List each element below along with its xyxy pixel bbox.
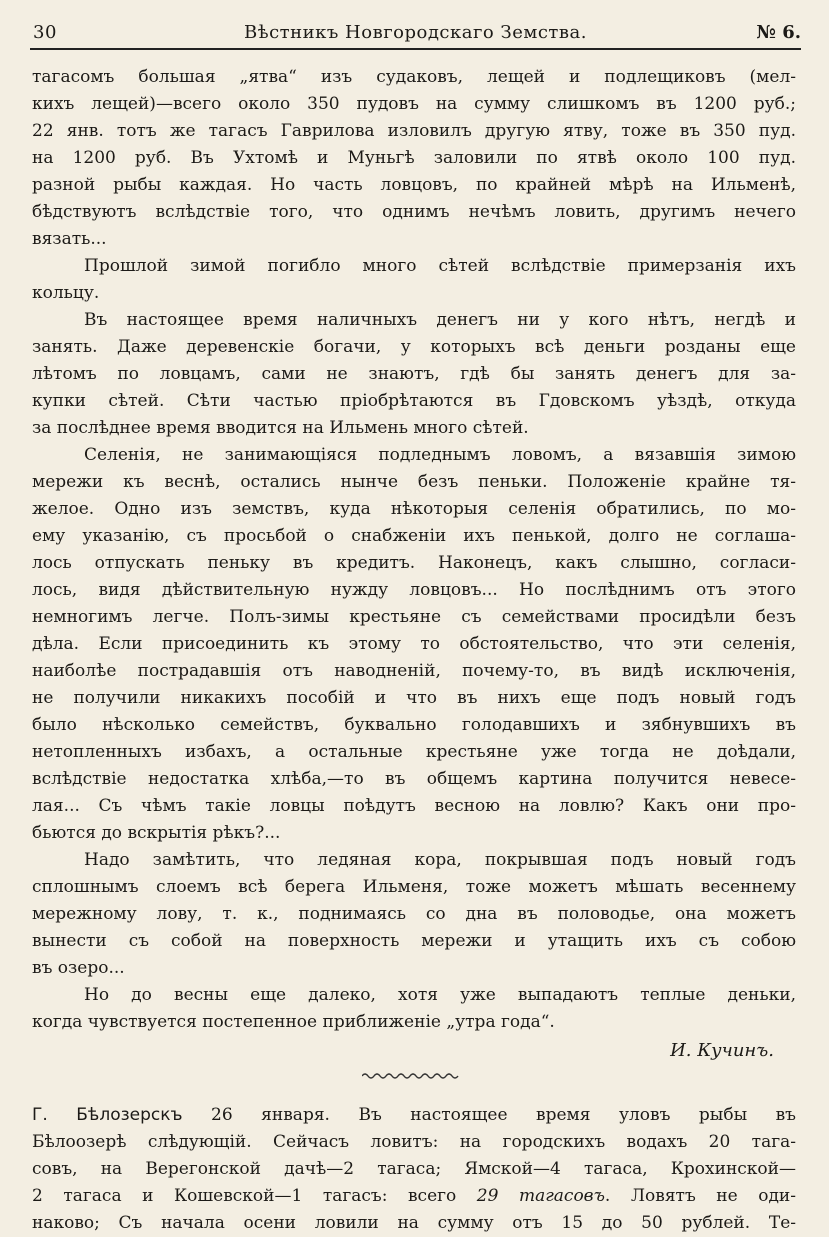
text-line: занять. Даже деревенскіе богачи, у которыхъ всѣ деньги розданы еще [32,337,796,357]
article-body [32,64,796,1237]
text-line: дѣла. Если присоединить къ этому то обстоятельство, что эти селенія, [32,634,796,654]
text-line: ему указанію, съ просьбой о снабженіи ихъ пенькой, долго не соглаша- [32,526,796,546]
article-belozersk [32,1102,796,1237]
italic-emphasis: 29 тагасовъ [476,1186,605,1206]
text-line: Надо замѣтить, что ледяная кора, покрывшая подъ новый годъ [84,850,796,870]
page-number: 30 [33,22,57,43]
article-kuchin [32,64,796,1036]
text-line: желое. Одно изъ земствъ, куда нѣкоторыя селенія обратились, по мо- [32,499,796,519]
text-line: 22 янв. тотъ же тагасъ Гаврилова изловилъ другую ятву, тоже въ 350 пуд. [32,121,796,141]
text-line: въ озеро... [32,958,125,978]
text-line: Г. Бѣлозерскъ 26 января. Въ настоящее время уловъ рыбы въ [32,1105,796,1125]
signature-line [32,1036,796,1066]
issue-number: № 6. [756,22,801,43]
article-belozersk-lines [32,1129,796,1183]
text-line: сплошнымъ слоемъ всѣ берега Ильменя, тоже можетъ мѣшать весеннему [32,877,796,897]
text-line: наиболѣе пострадавшія отъ наводненій, почему-то, въ видѣ исключенія, [32,661,796,681]
text-line: за послѣднее время вводится на Ильмень много сѣтей. [32,418,529,438]
text-line: купки сѣтей. Сѣти частью пріобрѣтаются въ Гдовскомъ уѣздѣ, откуда [32,391,796,411]
text-line: лѣтомъ по ловцамъ, сами не знаютъ, гдѣ бы занять денегъ для за- [32,364,796,384]
text-line: Селенія, не занимающіяся подледнымъ ловомъ, а вязавшія зимою [84,445,796,465]
text-line: тагасомъ большая „ятва“ изъ судаковъ, лещей и подлещиковъ (мел- [32,67,796,87]
text-line: 2 тагаса и Кошевской—1 тагасъ: всего 29 тагасовъ. Ловятъ не оди- [32,1186,796,1206]
text-line: Въ настоящее время наличныхъ денегъ ни у кого нѣтъ, негдѣ и [84,310,796,330]
text-line: Но до весны еще далеко, хотя уже выпадаютъ теплые деньки, [84,985,796,1005]
text-line: бѣдствуютъ вслѣдствіе того, что однимъ нечѣмъ ловить, другимъ нечего [32,202,796,222]
text-line: немногимъ легче. Полъ-зимы крестьяне съ семействами просидѣли безъ [32,607,796,627]
text-line: лось отпускать пеньку въ кредитъ. Наконецъ, какъ слышно, согласи- [32,553,796,573]
section-divider [32,1066,796,1102]
text-line: вслѣдствіе недостатка хлѣба,—то въ общемъ картина получится невесе- [32,769,796,789]
text-line: вязать... [32,229,107,249]
text-line: лая... Съ чѣмъ такіе ловцы поѣдутъ весною на ловлю? Какъ они про- [32,796,796,816]
page-header [30,20,801,50]
text-line: мережи къ веснѣ, остались нынче безъ пеньки. Положеніе крайне тя- [32,472,796,492]
text-line: на 1200 руб. Въ Ухтомѣ и Муньгѣ заловили по ятвѣ около 100 пуд. [32,148,796,168]
author-signature: И. Кучинъ. [670,1040,774,1061]
text-line: вынести съ собой на поверхность мережи и утащить ихъ съ собою [32,931,796,951]
text-line: кихъ лещей)—всего около 350 пудовъ на сумму слишкомъ въ 1200 руб.; [32,94,796,114]
text-line: наково; Съ начала осени ловили на сумму отъ 15 до 50 рублей. Те- [32,1213,796,1233]
text-line: было нѣсколько семействъ, буквально голодавшихъ и зябнувшихъ въ [32,715,796,735]
dateline-place: Г. Бѣлозерскъ [32,1105,183,1125]
text-line: разной рыбы каждая. Но часть ловцовъ, по крайней мѣрѣ на Ильменѣ, [32,175,796,195]
text-line: Бѣлоозерѣ слѣдующій. Сейчасъ ловитъ: на городскихъ водахъ 20 тага- [32,1132,796,1152]
text-line: кольцу. [32,283,100,303]
text-line: мережному лову, т. к., поднимаясь со дна въ половодье, она можетъ [32,904,796,924]
text-line: когда чувствуется постепенное приближеніе „утра года“. [32,1012,555,1032]
text-line: совъ, на Верегонской дачѣ—2 тагаса; Ямской—4 тагаса, Крохинской— [32,1159,796,1179]
text-line: лось, видя дѣйствительную нужду ловцовъ... Но послѣднимъ отъ этого [32,580,796,600]
text-line: не получили никакихъ пособій и что въ нихъ еще подъ новый годъ [32,688,796,708]
text-line: бьются до вскрытія рѣкъ?... [32,823,281,843]
journal-title: Вѣстникъ Новгородскаго Земства. [244,22,587,43]
text-line: Прошлой зимой погибло много сѣтей вслѣдствіе примерзанія ихъ [84,256,796,276]
text-line: нетопленныхъ избахъ, а остальные крестьяне уже тогда не доѣдали, [32,742,796,762]
wavy-divider-ornament [362,1070,462,1082]
